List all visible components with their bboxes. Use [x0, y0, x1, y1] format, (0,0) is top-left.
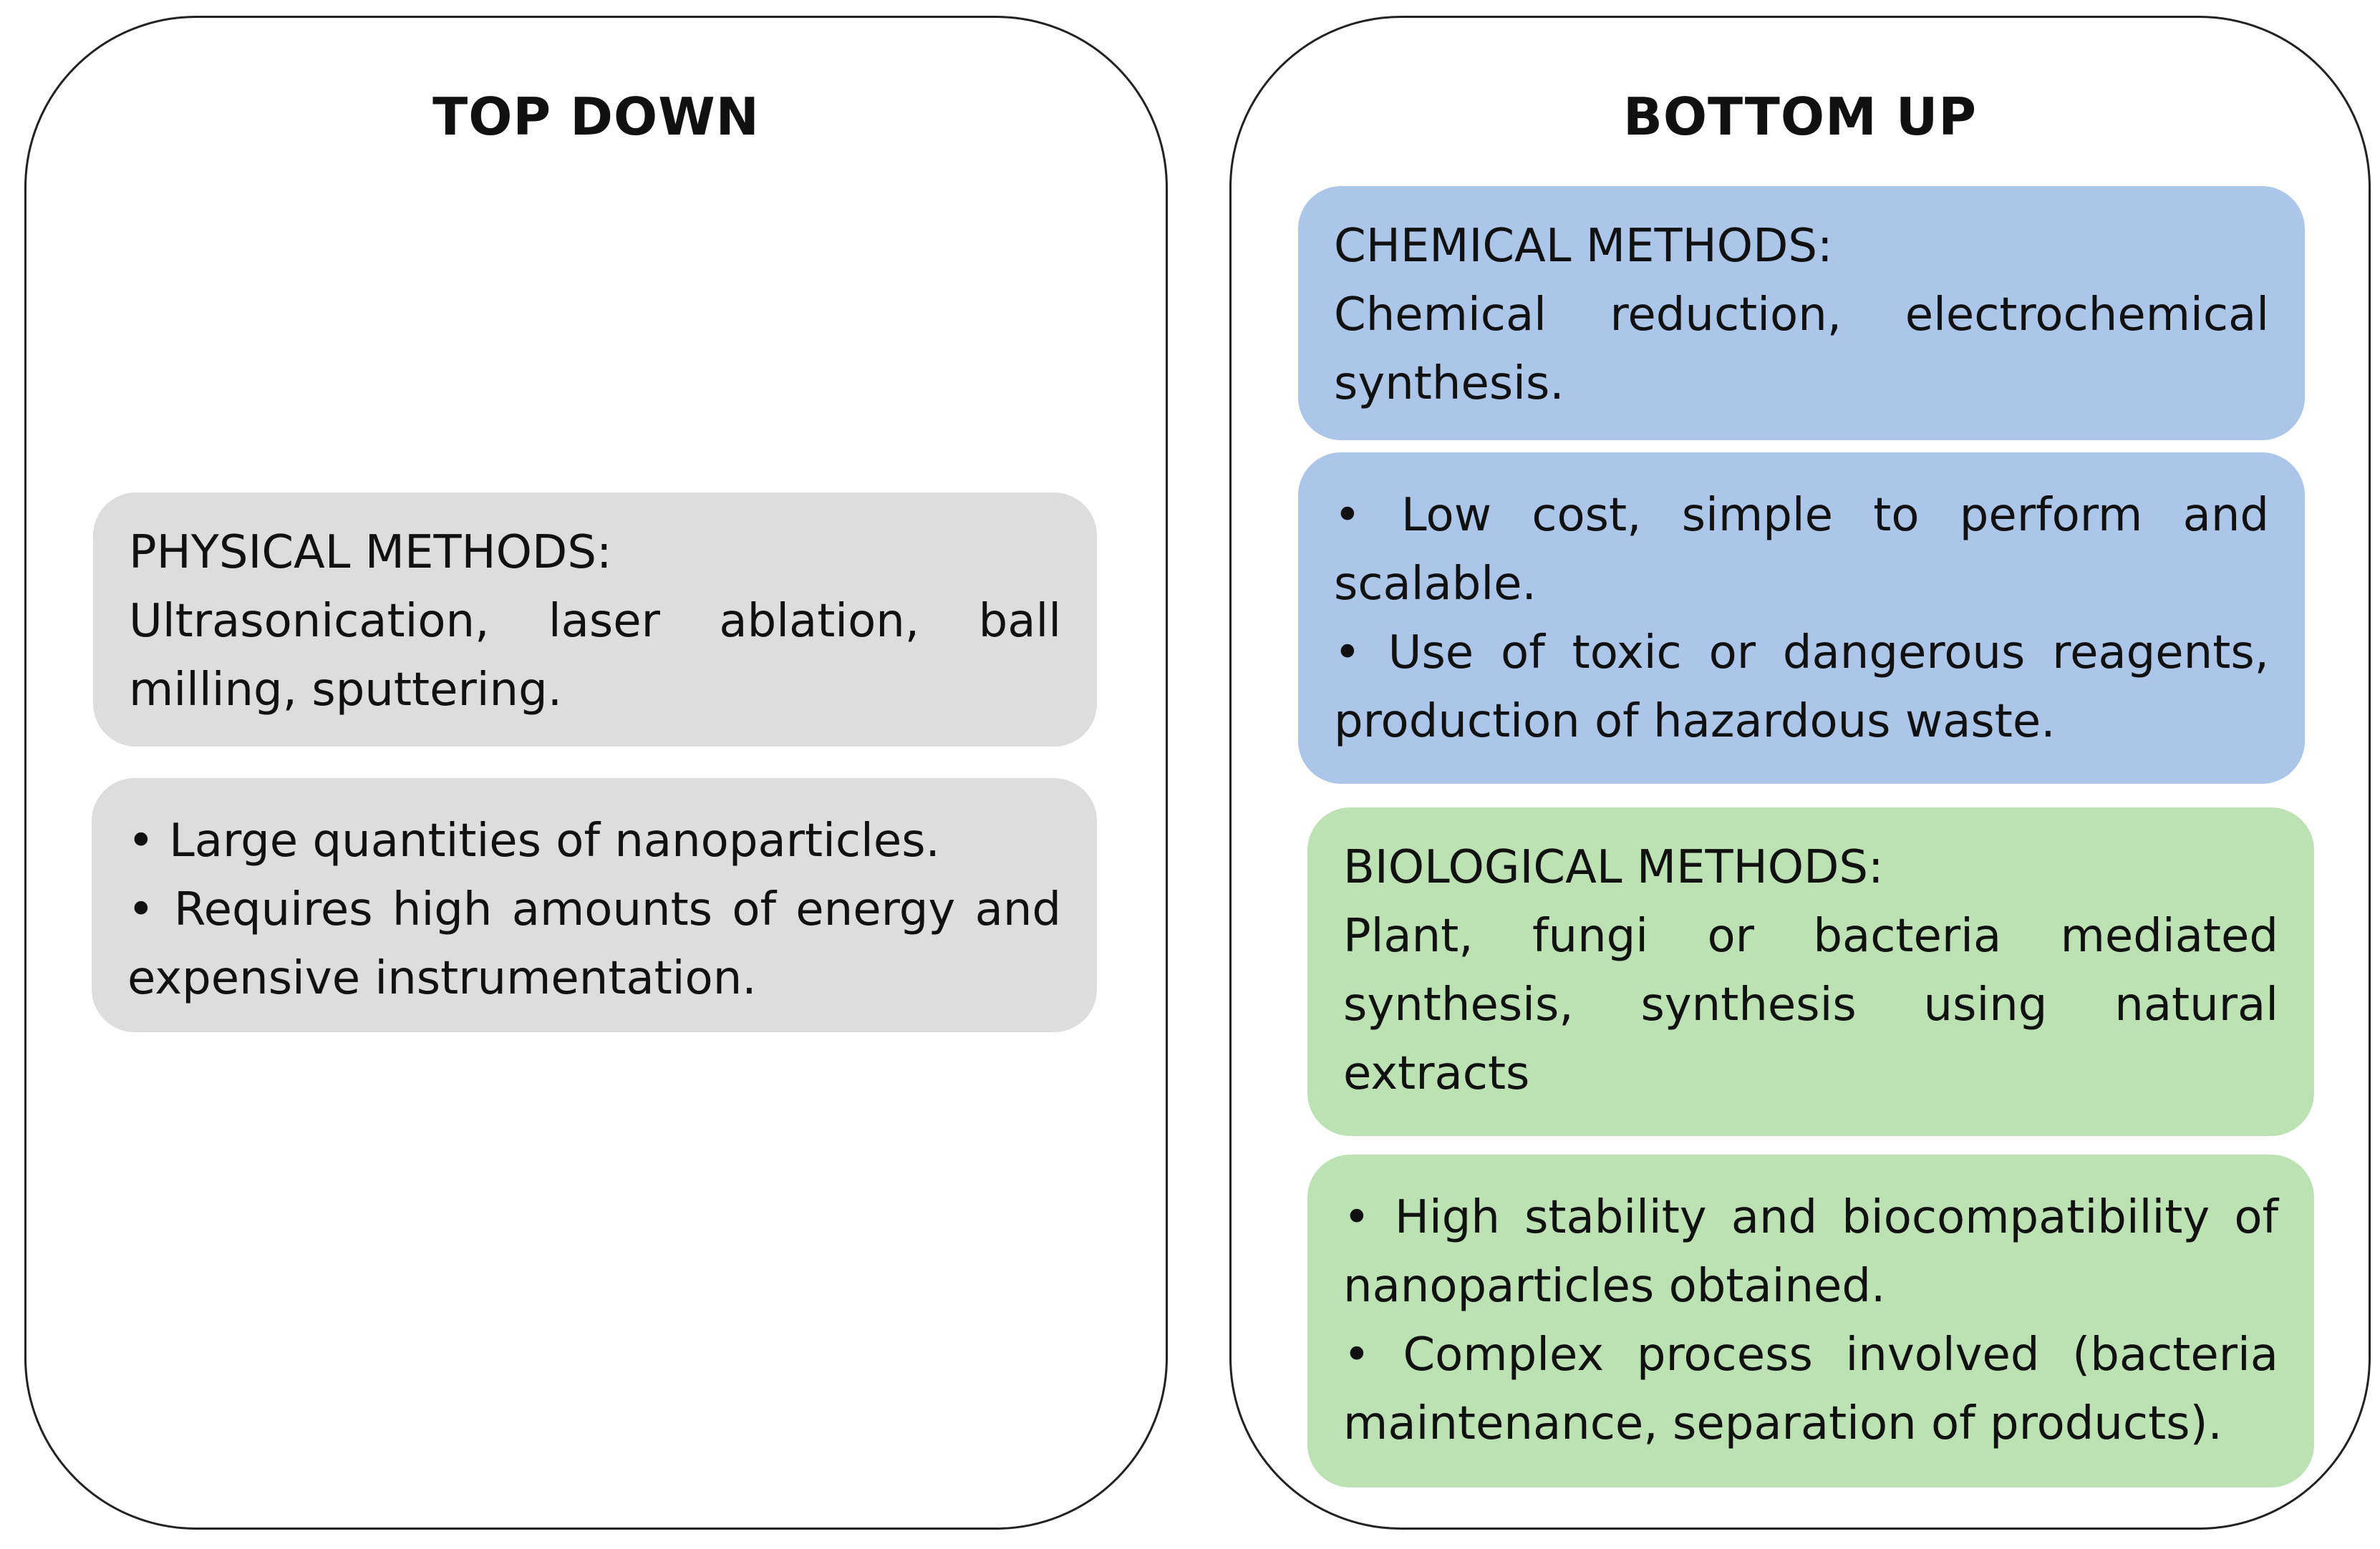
physical-methods-body: Ultrasonication, laser ablation, ball milling, sputtering.	[129, 595, 1061, 717]
bottom-up-title: BOTTOM UP	[1622, 87, 1978, 147]
chemical-methods-notes-box	[1298, 452, 2305, 784]
chemical-note-1: • Low cost, simple to perform and scalable.	[1334, 489, 2269, 611]
top-down-panel	[24, 16, 1168, 1530]
biological-methods-heading: BIOLOGICAL METHODS:	[1343, 841, 1884, 894]
chemical-methods-body: Chemical reduction, electrochemical synthesis.	[1334, 288, 2269, 410]
chemical-note-2: • Use of toxic or dangerous reagents, production of hazardous waste.	[1334, 626, 2269, 748]
biological-note-1: • High stability and biocompatibility of nanoparticles obtained.	[1343, 1191, 2278, 1313]
chemical-methods-heading: CHEMICAL METHODS:	[1334, 220, 1833, 273]
biological-methods-notes-box	[1307, 1155, 2314, 1487]
biological-methods-body: Plant, fungi or bacteria mediated synthesis, synthesis using natural extracts	[1343, 910, 2278, 1100]
biological-methods-box	[1307, 807, 2314, 1136]
physical-note-2: • Requires high amounts of energy and expensive instrumentation.	[127, 883, 1061, 1005]
physical-note-1: • Large quantities of nanoparticles.	[127, 815, 940, 868]
biological-note-2: • Complex process involved (bacteria maintenance, separation of products).	[1343, 1329, 2278, 1450]
physical-methods-box	[93, 492, 1097, 747]
top-down-title: TOP DOWN	[432, 87, 760, 147]
physical-methods-notes-box	[92, 778, 1097, 1032]
chemical-methods-box	[1298, 186, 2305, 440]
physical-methods-heading: PHYSICAL METHODS:	[129, 526, 612, 579]
